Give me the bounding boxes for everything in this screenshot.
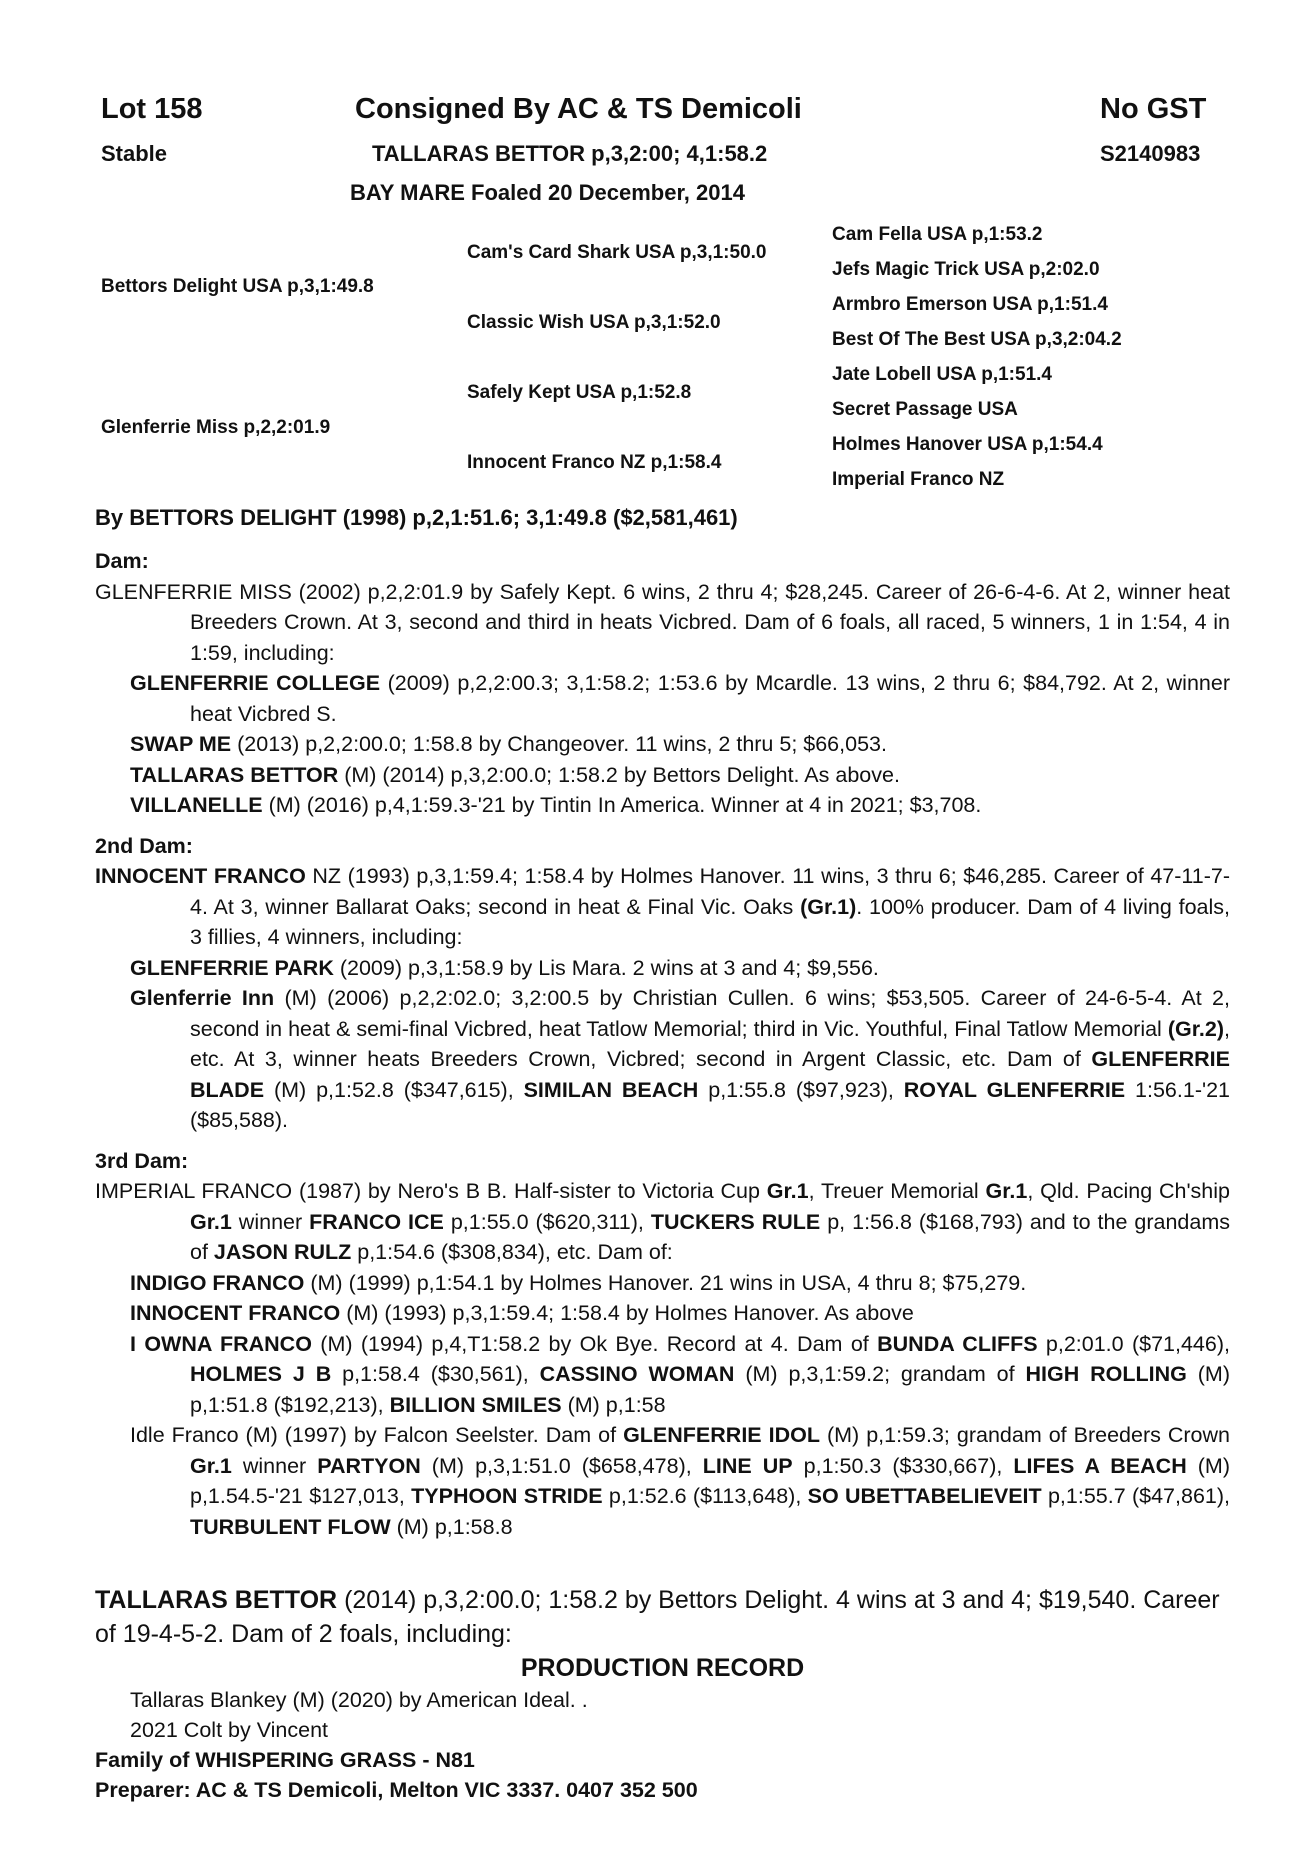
offspring-details: p,1:52.6 ($113,648), bbox=[602, 1484, 808, 1508]
dam-offspring bbox=[95, 668, 1230, 729]
production-title: PRODUCTION RECORD bbox=[520, 1654, 805, 1682]
pedigree-gen3: Secret Passage USA bbox=[832, 399, 1018, 420]
offspring-details: (2009) p,2,2:00.3; 3,1:58.2; 1:53.6 by Mcardle. 13 wins, 2 thru 6; $84,792. At 2, winner heat Vicbred S. bbox=[190, 671, 1230, 726]
dam3-text: p,1:54.6 ($308,834), etc. Dam of: bbox=[351, 1240, 673, 1264]
dam3-text: winner bbox=[231, 1209, 310, 1234]
offspring-details: (M) p,3,1:59.2; grandam of bbox=[734, 1362, 1026, 1386]
progeny-name: TUCKERS RULE bbox=[650, 1209, 821, 1234]
pedigree-gen3: Jefs Magic Trick USA p,2:02.0 bbox=[832, 259, 1100, 280]
dam2-text: . 100% producer. Dam of 4 living foals, 3 fillies, 4 winners, including: bbox=[190, 894, 1230, 949]
offspring-details: p,2:01.0 ($71,446), bbox=[1037, 1331, 1230, 1356]
dam2-title: 2nd Dam: bbox=[95, 833, 193, 858]
horse-code: S2140983 bbox=[1100, 141, 1201, 166]
offspring-details: Idle Franco (M) (1997) by Falcon Seelster. Dam of bbox=[130, 1423, 624, 1447]
offspring-details: (2013) p,2,2:00.0; 1:58.8 by Changeover. 11 wins, 2 thru 5; $66,053. bbox=[231, 732, 887, 756]
family-body bbox=[95, 546, 1230, 1542]
offspring-name: INDIGO FRANCO bbox=[130, 1270, 305, 1295]
offspring-details: , etc. At 3, winner heats Breeders Crown, Vicbred; second in Argent Classic, etc. Dam of bbox=[190, 1016, 1230, 1071]
pedigree-dam-sire: Safely Kept USA p,1:52.8 bbox=[467, 382, 692, 403]
dam3-offspring bbox=[95, 1268, 1230, 1299]
progeny-name: TURBULENT FLOW bbox=[190, 1514, 391, 1539]
dam2-offspring bbox=[95, 983, 1230, 1136]
dam3-text: IMPERIAL FRANCO (1987) by Nero's B B. Half-sister to Victoria Cup bbox=[95, 1179, 767, 1203]
dam3-title: 3rd Dam: bbox=[95, 1148, 189, 1173]
offspring-details: p,1:55.8 ($97,923), bbox=[698, 1077, 904, 1102]
progeny-name: JASON RULZ bbox=[213, 1240, 352, 1264]
summary-block bbox=[95, 1583, 1230, 1805]
horse-title: TALLARAS BETTOR p,3,2:00; 4,1:58.2 bbox=[372, 141, 768, 166]
offspring-details: p,1:55.7 ($47,861), bbox=[1041, 1484, 1230, 1508]
lot-number: Lot 158 bbox=[101, 93, 203, 125]
foaled-line: BAY MARE Foaled 20 December, 2014 bbox=[350, 180, 745, 205]
offspring-details: (M) (1993) p,3,1:59.4; 1:58.4 by Holmes Hanover. As above bbox=[340, 1301, 914, 1325]
dam-offspring bbox=[95, 790, 1230, 821]
dam3-text: , Treuer Memorial bbox=[808, 1179, 986, 1203]
offspring-details: winner bbox=[231, 1453, 318, 1478]
offspring-details: 1:56.1-'21 ($85,588). bbox=[190, 1077, 1231, 1132]
offspring-name: TALLARAS BETTOR bbox=[130, 762, 339, 787]
dam3-text: p, 1:56.8 ($168,793) and to the grandams of bbox=[190, 1209, 1230, 1264]
pedigree-gen3: Armbro Emerson USA p,1:51.4 bbox=[832, 294, 1108, 315]
group-race: Gr.1 bbox=[985, 1179, 1028, 1203]
dam-title: Dam: bbox=[95, 549, 149, 573]
dam2-name: INNOCENT FRANCO bbox=[95, 864, 306, 888]
offspring-details: (M) p,1:51.8 ($192,213), bbox=[190, 1362, 1231, 1417]
offspring-details: (M) (1999) p,1:54.1 by Holmes Hanover. 21 wins in USA, 4 thru 8; $75,279. bbox=[304, 1270, 1027, 1295]
offspring-name: SWAP ME bbox=[130, 732, 232, 756]
offspring-details: (M) p,1:59.3; grandam of Breeders Crown bbox=[820, 1423, 1230, 1447]
offspring-details: (M) p,1:58 bbox=[561, 1392, 666, 1417]
consignor: Consigned By AC & TS Demicoli bbox=[355, 93, 802, 125]
offspring-name: INNOCENT FRANCO bbox=[130, 1301, 341, 1325]
progeny-name: GLENFERRIE BLADE bbox=[190, 1047, 1230, 1102]
progeny-name: SIMILAN BEACH bbox=[523, 1077, 699, 1102]
gst-status: No GST bbox=[1100, 93, 1207, 125]
offspring-details: (M) (2006) p,2,2:02.0; 3,2:00.5 by Christian Cullen. 6 wins; $53,505. Career of 24-6-5-4. At 2, second in heat & semi-final Vicbred, heat Tatlow Memorial; third in Vic. Youthful, Final Tatlow Memorial bbox=[190, 986, 1230, 1041]
progeny-name: FRANCO ICE bbox=[309, 1209, 444, 1234]
pedigree-gen3: Holmes Hanover USA p,1:54.4 bbox=[832, 434, 1103, 455]
pedigree-gen3: Imperial Franco NZ bbox=[832, 469, 1005, 490]
progeny-name: GLENFERRIE IDOL bbox=[623, 1423, 820, 1447]
progeny-name: LINE UP bbox=[702, 1453, 793, 1478]
pedigree-gen3: Best Of The Best USA p,3,2:04.2 bbox=[832, 329, 1122, 350]
group-race: Gr.1 bbox=[190, 1453, 232, 1478]
offspring-details: (M) p,1:52.8 ($347,615), bbox=[264, 1077, 524, 1102]
progeny-name: HOLMES J B bbox=[190, 1362, 332, 1386]
offspring-name: I OWNA FRANCO bbox=[130, 1331, 312, 1356]
production-item: 2021 Colt by Vincent bbox=[130, 1718, 329, 1742]
pedigree-sire: Bettors Delight USA p,3,1:49.8 bbox=[101, 276, 374, 297]
sire-line: By BETTORS DELIGHT (1998) p,2,1:51.6; 3,1:49.8 ($2,581,461) bbox=[95, 505, 738, 530]
dam2-text: NZ (1993) p,3,1:59.4; 1:58.4 by Holmes Hanover. 11 wins, 3 thru 6; $46,285. Career of 47-11-7-4. At 3, winner Ballarat Oaks; second in heat & Final Vic. Oaks bbox=[190, 864, 1230, 919]
offspring-name: GLENFERRIE COLLEGE bbox=[130, 671, 381, 695]
progeny-name: LIFES A BEACH bbox=[1013, 1453, 1187, 1478]
offspring-name: GLENFERRIE PARK bbox=[130, 955, 334, 980]
pedigree-gen3: Jate Lobell USA p,1:51.4 bbox=[832, 364, 1052, 385]
stable-label: Stable bbox=[101, 141, 168, 166]
offspring-name: Glenferrie Inn bbox=[130, 986, 275, 1010]
progeny-name: BUNDA CLIFFS bbox=[877, 1331, 1038, 1356]
pedigree-dam: Glenferrie Miss p,2,2:01.9 bbox=[101, 417, 331, 438]
offspring-details: (M) p,1:58.8 bbox=[390, 1514, 513, 1539]
dam2-main bbox=[95, 861, 1230, 953]
offspring-details: (M) (2016) p,4,1:59.3-'21 by Tintin In America. Winner at 4 in 2021; $3,708. bbox=[262, 793, 982, 817]
progeny-name: ROYAL GLENFERRIE bbox=[903, 1077, 1126, 1102]
family-line: Family of WHISPERING GRASS - N81 bbox=[95, 1748, 475, 1772]
dam3-offspring bbox=[95, 1298, 1230, 1329]
summary-text: (2014) p,3,2:00.0; 1:58.2 by Bettors Delight. 4 wins at 3 and 4; $19,540. Career of 19-4-5-2. Dam of 2 foals, including: bbox=[95, 1586, 1220, 1648]
production-item: Tallaras Blankey (M) (2020) by American Ideal. . bbox=[130, 1688, 588, 1712]
offspring-details: (M) (1994) p,4,T1:58.2 by Ok Bye. Record at 4. Dam of bbox=[311, 1331, 878, 1356]
offspring-details: p,1:58.4 ($30,561), bbox=[331, 1362, 540, 1386]
progeny-name: HIGH ROLLING bbox=[1025, 1362, 1187, 1386]
pedigree-gen3: Cam Fella USA p,1:53.2 bbox=[832, 224, 1043, 245]
group-race: Gr.1 bbox=[190, 1209, 232, 1234]
progeny-name: TYPHOON STRIDE bbox=[411, 1484, 603, 1508]
dam-offspring bbox=[95, 760, 1230, 791]
offspring-name: VILLANELLE bbox=[130, 793, 263, 817]
dam-main: GLENFERRIE MISS (2002) p,2,2:01.9 by Safely Kept. 6 wins, 2 thru 4; $28,245. Career of 26-6-4-6. At 2, winner heat Breeders Crown. At 3, second and third in heats Vicbred. Dam of 6 foals, all raced, 5 winners, 1 in 1:54, 4 in 1:59, including: bbox=[95, 579, 1230, 665]
dam3-text: p,1:55.0 ($620,311), bbox=[443, 1209, 651, 1234]
summary-line bbox=[95, 1583, 1230, 1651]
pedigree-sire-dam: Classic Wish USA p,3,1:52.0 bbox=[467, 312, 721, 333]
progeny-name: PARTYON bbox=[317, 1453, 421, 1478]
dam3-text: , Qld. Pacing Ch'ship bbox=[1027, 1179, 1230, 1203]
progeny-name: BILLION SMILES bbox=[389, 1392, 562, 1417]
pedigree-dam-dam: Innocent Franco NZ p,1:58.4 bbox=[467, 452, 722, 473]
pedigree-sire-sire: Cam's Card Shark USA p,3,1:50.0 bbox=[467, 242, 767, 263]
dam3-offspring bbox=[95, 1420, 1230, 1542]
summary-name: TALLARAS BETTOR bbox=[95, 1586, 338, 1614]
dam-offspring bbox=[95, 729, 1230, 760]
offspring-details: (M) p,3,1:51.0 ($658,478), bbox=[420, 1453, 703, 1478]
preparer-line: Preparer: AC & TS Demicoli, Melton VIC 3337. 0407 352 500 bbox=[95, 1778, 698, 1802]
group-race: (Gr.2) bbox=[1167, 1016, 1225, 1041]
dam2-offspring bbox=[95, 953, 1230, 984]
dam3-main bbox=[95, 1176, 1230, 1268]
offspring-details: (M) (2014) p,3,2:00.0; 1:58.2 by Bettors Delight. As above. bbox=[338, 762, 900, 787]
group-race: Gr.1 bbox=[766, 1179, 809, 1203]
offspring-details: (M) p,1.54.5-'21 $127,013, bbox=[190, 1453, 1230, 1508]
offspring-details: p,1:50.3 ($330,667), bbox=[792, 1453, 1014, 1478]
offspring-details: (2009) p,3,1:58.9 by Lis Mara. 2 wins at 3 and 4; $9,556. bbox=[333, 955, 879, 980]
dam3-offspring bbox=[95, 1329, 1230, 1421]
group-race: (Gr.1) bbox=[800, 894, 857, 919]
progeny-name: SO UBETTABELIEVEIT bbox=[807, 1484, 1042, 1508]
progeny-name: CASSINO WOMAN bbox=[539, 1362, 735, 1386]
